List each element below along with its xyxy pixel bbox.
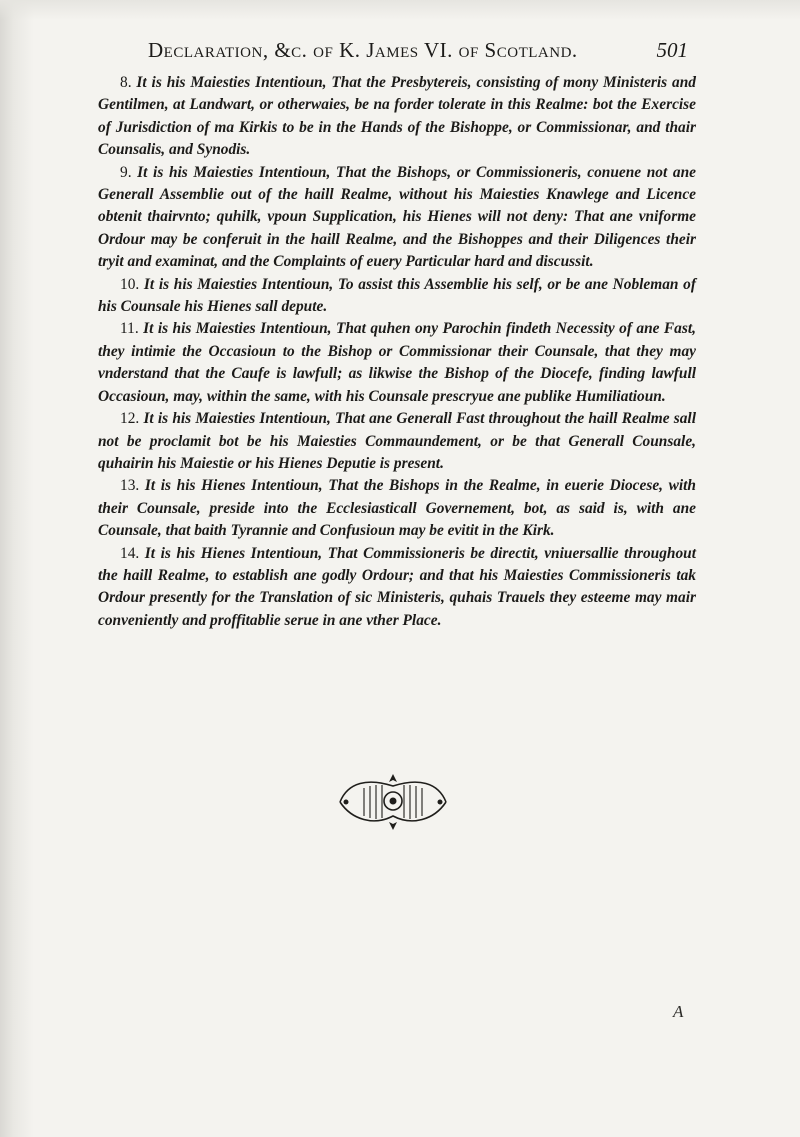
page-top-shadow: [0, 0, 800, 20]
paragraph-number: 14.: [120, 544, 140, 562]
tailpiece-ornament: [334, 772, 452, 832]
paragraph-text: It is his Maiesties Intentioun, That the Bishops, or Commissioneris, conuene not ane Generall Assemblie out of the haill Realme, without his Maiesties Knawlege and Licence obtenit thairvnto; quhilk, vpoun Supplication, his Hienes will not deny: That ane vniforme Ordour may be conferuit in the haill Realme, and the Bishoppes and their Diligences their tryit and examinat, and the Complaints of euery Particular hard and discussit.: [98, 163, 696, 271]
paragraph-text: It is his Maiesties Intentioun, To assist this Assemblie his self, or be ane Nobleman of his Counsale his Hienes sall depute.: [98, 275, 696, 316]
paragraph-text: It is his Maiesties Intentioun, That ane Generall Fast throughout the haill Realme sall not be proclamit bot be his Maiesties Commaundement, or be that Generall Counsale, quhairin his Maiestie or his Hienes Deputie is present.: [98, 410, 696, 472]
paragraph-14: [98, 543, 696, 633]
catchword: A: [673, 1002, 684, 1021]
page-gutter-shadow: [0, 0, 34, 1137]
paragraph-number: 9.: [120, 163, 132, 181]
paragraph-number: 12.: [120, 410, 140, 428]
paragraph-text: It is his Hienes Intentioun, That Commissioneris be directit, vniuersallie throughout the haill Realme, to establish ane godly Ordour; and that his Maiesties Commissioneris tak Ordour presently for the Translation of sic Ministeris, quhais Trauels they esteeme may mair conveniently and proffitablie serue in ane vther Place.: [98, 544, 696, 629]
paragraph-10: [98, 274, 696, 319]
body-text: [98, 72, 696, 632]
paragraph-11: [98, 318, 696, 408]
paragraph-13: [98, 475, 696, 542]
page-number: 501: [656, 38, 688, 62]
paragraph-text: It is his Maiesties Intentioun, That quhen ony Parochin findeth Necessity of ane Fast, they intimie the Occasioun to the Bishop or Commissionar their Counsale, that they may vnderstand that the Caufe is lawfull; as likwise the Bishop of the Diocefe, finding lawfull Occasioun, may, within the same, with his Counsale prescryue ane publike Humiliatioun.: [98, 320, 696, 405]
paragraph-number: 10.: [120, 275, 140, 293]
paragraph-9: [98, 162, 696, 274]
paragraph-text: It is his Hienes Intentioun, That the Bishops in the Realme, in euerie Diocese, with their Counsale, preside into the Ecclesiasticall Governement, bot, as said is, with ane Counsale, that baith Tyrannie and Confusioun may be evitit in the Kirk.: [98, 477, 696, 540]
paragraph-number: 11.: [120, 320, 139, 338]
paragraph-text: It is his Maiesties Intentioun, That the Presbytereis, consisting of mony Ministeris and Gentilmen, at Landwart, or otherwaies, be na forder tolerate in this Realme: bot the Exercise of Jurisdiction of ma Kirkis to be in the Hands of the Bishoppe, or Commissionar, and thair Counsalis, and Synodis.: [98, 74, 696, 159]
paragraph-8: [98, 72, 696, 162]
paragraph-number: 8.: [120, 74, 132, 91]
page-header: [148, 38, 688, 72]
paragraph-number: 13.: [120, 477, 140, 495]
paragraph-12: [98, 408, 696, 475]
running-head: Declaration, &c. of K. James VI. of Scotland.: [148, 38, 578, 62]
